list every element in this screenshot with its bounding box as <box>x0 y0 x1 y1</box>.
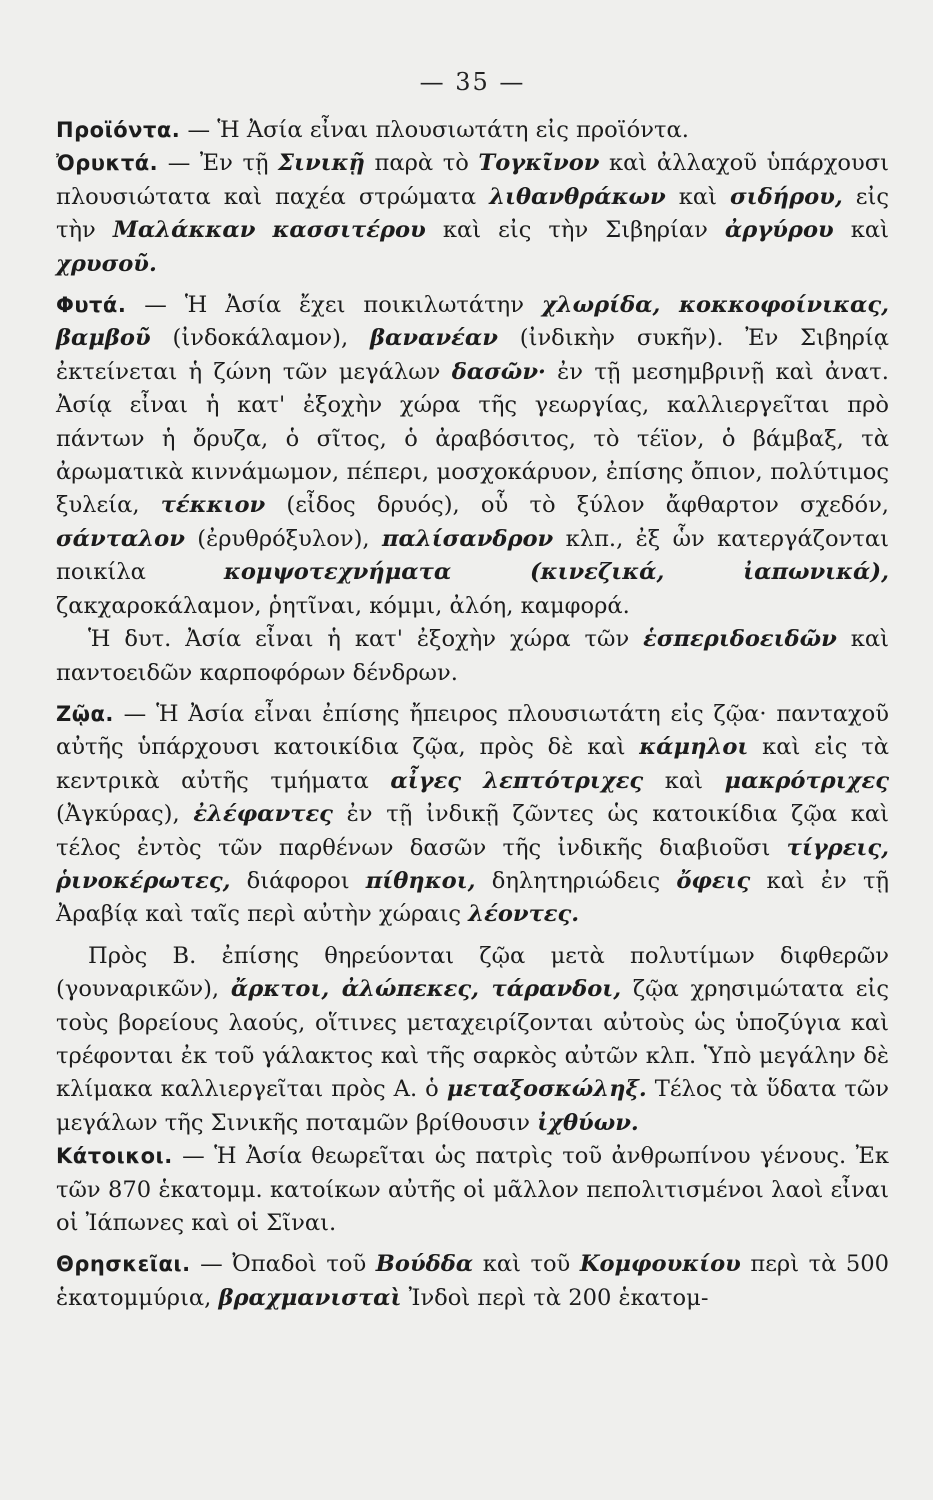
body-text: — Ἡ Ἀσία εἶναι πλουσιωτάτη εἰς προϊόντα. <box>180 117 689 143</box>
body-text: παρὰ τὸ <box>364 150 479 177</box>
section-heading: Ζῷα. <box>56 701 114 726</box>
section-heading: Προϊόντα. <box>56 118 181 142</box>
body-text: καὶ εἰς τὰ κεντρικὰ αὐτῆς τμήματα <box>56 734 889 794</box>
emphasized-term: σιδήρου, <box>730 183 843 210</box>
emphasized-term: Κομφουκίου <box>579 1251 741 1278</box>
paragraph-inhabitants <box>56 1140 889 1240</box>
body-text: εἰς τὴν <box>56 183 890 244</box>
body-text: καὶ <box>833 217 890 244</box>
body-text: καὶ ἀλλαχοῦ ὑπάρχουσι πλουσιώτατα καὶ παχέα στρώματα <box>56 150 889 210</box>
emphasized-term: ἑσπεριδοειδῶν <box>643 626 837 653</box>
paragraph-north-animals <box>56 940 889 1140</box>
paragraph-minerals <box>56 147 889 281</box>
emphasized-term: ἰχθύων. <box>537 1109 639 1136</box>
emphasized-term: βανανέαν <box>369 325 498 352</box>
body-text: ζῷα χρησιμώτατα εἰς τοὺς βορείους λαούς, οἵτινες μεταχειρίζονται αὐτοὺς ὡς ὑποζύγια καὶ τρέφονται ἐκ τοῦ γάλακτος καὶ τῆς σαρκὸς αὐτῶν κλπ. Ὑπὸ μεγάλην δὲ κλίμακα καλλιεργεῖται πρὸς Α. ὁ <box>56 976 889 1103</box>
emphasized-term: πίθηκοι, <box>365 867 476 894</box>
body-text: Πρὸς Β. ἐπίσης θηρεύονται ζῷα μετὰ πολυτίμων διφθερῶν (γουναρικῶν), <box>56 942 889 1003</box>
body-text: δηλητηριώδεις <box>475 867 677 894</box>
emphasized-term: λιθανθράκων <box>489 183 666 210</box>
section-heading: Κάτοικοι. <box>56 1144 173 1169</box>
emphasized-term: τίγρεις, ῥινοκέρωτες, <box>56 834 889 894</box>
emphasized-term: βραχμανισταὶ <box>218 1284 402 1311</box>
emphasized-term: σάνταλον <box>56 525 185 552</box>
emphasized-term: παλίσανδρον <box>381 525 554 552</box>
body-text: (ἰνδοκάλαμον), <box>150 325 370 352</box>
body-text: ζακχαροκάλαμον, ῥητῖναι, κόμμι, ἀλόη, καμφορά. <box>56 592 630 619</box>
section-heading: Φυτά. <box>56 293 127 318</box>
emphasized-term: δασῶν· <box>451 358 546 385</box>
emphasized-term: ἀργύρου <box>724 217 834 244</box>
paragraph-products <box>56 114 889 147</box>
emphasized-term: χλωρίδα, κοκκοφοίνικας, βαμβοῦ <box>56 292 889 352</box>
emphasized-term: Βούδδα <box>375 1251 474 1278</box>
emphasized-term: κομψοτεχνήματα (κινεζικά, ἰαπωνικά), <box>223 559 889 586</box>
emphasized-term: κάμηλοι <box>639 734 749 761</box>
body-text: καὶ ἐν τῇ Ἀραβίᾳ καὶ ταῖς περὶ αὐτὴν χώραις <box>56 867 890 928</box>
paragraph-religions <box>56 1248 889 1315</box>
paragraph-west-asia-fruits <box>56 623 889 690</box>
body-text <box>255 217 272 243</box>
body-text: καὶ τοῦ <box>473 1251 580 1278</box>
emphasized-term: ἐλέφαντες <box>193 801 333 828</box>
body-text: ἐν τῇ μεσημβρινῇ καὶ ἀνατ. Ἀσίᾳ εἶναι ἡ κατ' ἐξοχὴν χώρα τῆς γεωργίας, καλλιεργεῖται πρὸ πάντων ἡ ὄρυζα, ὁ σῖτος, ὁ ἀραβόσιτος, τὸ τέϊον, ὁ βάμβαξ, τὰ ἀρωματικὰ κιννάμωμον, πέπερι, μοσχοκάρυον, ἐπίσης ὄπιον, πολύτιμος ξυλεία, <box>56 358 889 519</box>
body-text: (εἶδος δρυός), οὗ τὸ ξύλον ἄφθαρτον σχεδόν, <box>265 492 889 519</box>
paragraph-animals <box>56 698 889 932</box>
body-text: καὶ <box>643 767 725 794</box>
emphasized-term: ὄφεις <box>676 867 751 894</box>
body-text: (Ἀγκύρας), <box>56 801 194 828</box>
section-heading: Ὀρυκτά. <box>56 151 159 176</box>
emphasized-term: μακρότριχες <box>724 767 889 794</box>
emphasized-term: ἄρκτοι, ἀλώπεκες, τάρανδοι, <box>230 976 622 1003</box>
body-text: Τέλος τὰ ὕδατα τῶν μεγάλων τῆς Σινικῆς ποταμῶν βρίθουσιν <box>56 1076 889 1136</box>
emphasized-term: μεταξοσκώληξ. <box>446 1076 647 1103</box>
body-text: Ἰνδοὶ περὶ τὰ 200 ἑκατομ- <box>401 1284 709 1311</box>
body-text: περὶ τὰ 500 ἑκατομμύρια, <box>56 1251 889 1311</box>
emphasized-term: λέοντες. <box>468 901 580 928</box>
paragraph-plants <box>56 289 889 623</box>
body-text: — Ἡ Ἀσία εἶναι ἐπίσης ἤπειρος πλουσιωτάτη εἰς ζῷα· πανταχοῦ αὐτῆς ὑπάρχουσι κατοικίδια ζῷα, πρὸς δὲ καὶ <box>56 700 889 761</box>
body-text: κλπ., ἐξ ὧν κατεργάζονται ποικίλα <box>56 525 889 586</box>
body-text: (ἐρυθρόξυλον), <box>184 525 382 552</box>
emphasized-term: κασσιτέρου <box>272 217 426 244</box>
body-text: — Ὀπαδοὶ τοῦ <box>190 1251 376 1278</box>
emphasized-term: αἶγες λεπτότριχες <box>390 767 644 794</box>
page-number: — 35 — <box>419 68 526 96</box>
body-text: διάφοροι <box>230 867 366 894</box>
body-text: (ἰνδικὴν συκῆν). Ἐν Σιβηρίᾳ ἐκτείνεται ἡ ζώνη τῶν μεγάλων <box>56 325 889 385</box>
emphasized-term: τέκκιον <box>160 492 266 519</box>
body-text: καὶ <box>665 183 731 210</box>
body-text: — Ἡ Ἀσία ἔχει ποικιλωτάτην <box>126 292 542 319</box>
emphasized-term: Τογκῖνον <box>478 150 600 177</box>
emphasized-term: χρυσοῦ. <box>56 250 157 277</box>
body-text: καὶ εἰς τὴν Σιβηρίαν <box>425 217 725 244</box>
body-text: — Ἐν τῇ <box>158 150 279 177</box>
emphasized-term: Σινικῇ <box>278 150 365 177</box>
emphasized-term: Μαλάκκαν <box>112 217 256 244</box>
body-text: — Ἡ Ἀσία θεωρεῖται ὡς πατρὶς τοῦ ἀνθρωπίνου γένους. Ἐκ τῶν 870 ἑκατομμ. κατοίκων αὐτῆς οἱ μᾶλλον πεπολιτισμένοι λαοὶ εἶναι οἱ Ἰάπωνες καὶ οἱ Σῖναι. <box>56 1143 889 1236</box>
body-text: ἐν τῇ ἰνδικῇ ζῶντες ὡς κατοικίδια ζῷα καὶ τέλος ἐντὸς τῶν παρθένων δασῶν τῆς ἰνδικῆς διαβιοῦσι <box>56 801 889 861</box>
body-text: καὶ παντοειδῶν καρποφόρων δένδρων. <box>56 626 889 686</box>
body-text: Ἡ δυτ. Ἀσία εἶναι ἡ κατ' ἐξοχὴν χώρα τῶν <box>88 626 644 653</box>
section-heading: Θρησκεῖαι. <box>56 1252 191 1277</box>
